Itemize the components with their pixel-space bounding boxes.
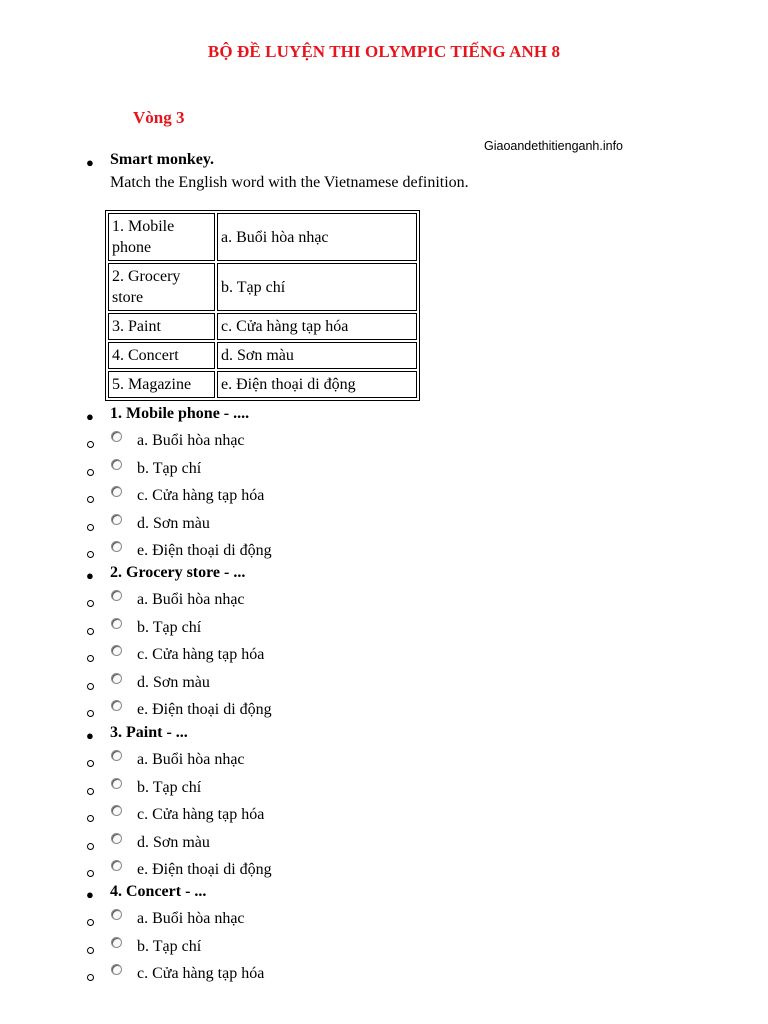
option-radio[interactable] <box>111 964 122 975</box>
match-english-term: 1. Mobile phone <box>108 213 215 261</box>
match-vietnamese-definition: c. Cửa hàng tạp hóa <box>217 313 417 340</box>
option-label[interactable]: c. Cửa hàng tạp hóa <box>137 965 265 983</box>
match-vietnamese-definition: e. Điện thoại di động <box>217 371 417 398</box>
bullet-dot: ● <box>86 887 94 902</box>
match-english-term: 2. Grocery store <box>108 263 215 311</box>
option-label[interactable]: a. Buổi hòa nhạc <box>137 432 245 449</box>
question-label: 4. Concert - ... <box>110 883 207 900</box>
bullet-dot: ● <box>86 409 94 424</box>
option-label[interactable]: b. Tạp chí <box>137 778 202 796</box>
option-radio[interactable] <box>111 673 122 684</box>
option-bullet <box>87 919 94 926</box>
option-label[interactable]: d. Sơn màu <box>137 673 210 691</box>
bullet-dot: ● <box>86 568 94 583</box>
option-radio[interactable] <box>111 541 122 552</box>
option-radio[interactable] <box>111 860 122 871</box>
match-vietnamese-definition: b. Tạp chí <box>217 263 417 311</box>
option-bullet <box>87 655 94 662</box>
option-radio[interactable] <box>111 486 122 497</box>
option-label[interactable]: a. Buổi hòa nhạc <box>137 591 245 608</box>
document-title: BỘ ĐỀ LUYỆN THI OLYMPIC TIẾNG ANH 8 <box>207 42 561 61</box>
option-label[interactable]: b. Tạp chí <box>137 937 202 955</box>
option-bullet <box>87 843 94 850</box>
match-vietnamese-definition: a. Buổi hòa nhạc <box>217 213 417 261</box>
option-bullet <box>87 441 94 448</box>
option-bullet <box>87 551 94 558</box>
match-english-term: 3. Paint <box>108 313 215 340</box>
option-label[interactable]: d. Sơn màu <box>137 514 210 532</box>
option-bullet <box>87 600 94 607</box>
option-radio[interactable] <box>111 805 122 816</box>
option-radio[interactable] <box>111 909 122 920</box>
option-bullet <box>87 870 94 877</box>
option-label[interactable]: a. Buổi hòa nhạc <box>137 751 245 768</box>
option-bullet <box>87 683 94 690</box>
option-bullet <box>87 524 94 531</box>
option-label[interactable]: b. Tạp chí <box>137 618 202 636</box>
option-radio[interactable] <box>111 431 122 442</box>
match-english-term: 5. Magazine <box>108 371 215 398</box>
bullet-dot: ● <box>86 728 94 743</box>
option-label[interactable]: c. Cửa hàng tạp hóa <box>137 487 265 505</box>
option-bullet <box>87 710 94 717</box>
option-bullet <box>87 947 94 954</box>
option-radio[interactable] <box>111 750 122 761</box>
option-label[interactable]: d. Sơn màu <box>137 833 210 851</box>
site-watermark: Giaoandethitienganh.info <box>484 139 624 153</box>
match-table-row <box>108 342 417 369</box>
option-bullet <box>87 974 94 981</box>
match-vietnamese-definition: d. Sơn màu <box>217 342 417 369</box>
option-radio[interactable] <box>111 590 122 601</box>
option-radio[interactable] <box>111 514 122 525</box>
option-label[interactable]: e. Điện thoại di động <box>137 861 272 879</box>
option-radio[interactable] <box>111 937 122 948</box>
option-radio[interactable] <box>111 459 122 470</box>
section-title: Smart monkey. <box>110 151 214 168</box>
option-radio[interactable] <box>111 645 122 656</box>
question-label: 1. Mobile phone - .... <box>110 405 250 422</box>
option-bullet <box>87 788 94 795</box>
option-bullet <box>87 760 94 767</box>
option-radio[interactable] <box>111 778 122 789</box>
option-label[interactable]: c. Cửa hàng tạp hóa <box>137 806 265 824</box>
match-table <box>105 210 420 401</box>
question-label: 2. Grocery store - ... <box>110 564 246 581</box>
option-bullet <box>87 628 94 635</box>
option-radio[interactable] <box>111 833 122 844</box>
option-radio[interactable] <box>111 700 122 711</box>
option-label[interactable]: b. Tạp chí <box>137 459 202 477</box>
match-table-row <box>108 371 417 398</box>
match-table-row <box>108 263 417 311</box>
bullet-dot: ● <box>86 155 94 170</box>
match-table-row <box>108 213 417 261</box>
option-bullet <box>87 815 94 822</box>
question-label: 3. Paint - ... <box>110 724 188 741</box>
option-label[interactable]: e. Điện thoại di động <box>137 542 272 560</box>
option-label[interactable]: c. Cửa hàng tạp hóa <box>137 646 265 664</box>
option-label[interactable]: a. Buổi hòa nhạc <box>137 910 245 927</box>
option-radio[interactable] <box>111 618 122 629</box>
option-bullet <box>87 496 94 503</box>
round-label: Vòng 3 <box>133 108 185 127</box>
match-english-term: 4. Concert <box>108 342 215 369</box>
match-table-row <box>108 313 417 340</box>
option-label[interactable]: e. Điện thoại di động <box>137 701 272 719</box>
option-bullet <box>87 469 94 476</box>
section-instruction: Match the English word with the Vietnamese definition. <box>110 174 469 191</box>
